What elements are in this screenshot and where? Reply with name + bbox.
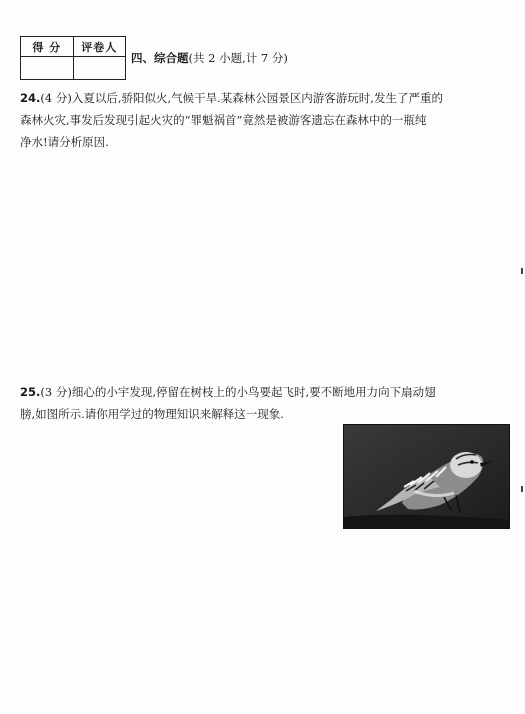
score-table-body: [21, 57, 125, 79]
question-text: (3 分)细心的小宇发现,停留在树枝上的小鸟要起飞时,要不断地用力向下扇动翅: [40, 385, 436, 399]
bird-photo-icon: [344, 425, 509, 528]
question-text: (4 分)入夏以后,骄阳似火,气候干旱.某森林公园景区内游客游玩时,发生了严重的: [40, 91, 443, 105]
question-number: 25.: [20, 385, 41, 399]
score-table-header: [21, 37, 125, 57]
question-text: 森林火灾,事发后发现引起火灾的“罪魁祸首”竟然是被游客遗忘在森林中的一瓶纯: [20, 113, 427, 127]
question-line: [20, 131, 510, 153]
section-title: [131, 50, 288, 66]
scan-edge-mark: [521, 486, 523, 492]
question-line: [20, 381, 510, 403]
grader-column-label: 评卷人: [73, 37, 126, 56]
score-column-label: 得 分: [32, 40, 62, 54]
question-line: [20, 87, 510, 109]
score-blank-cell[interactable]: [21, 57, 73, 79]
question-25: [20, 381, 510, 425]
question-24: [20, 87, 510, 153]
scan-edge-mark: [521, 268, 523, 274]
question-number: 24.: [20, 91, 41, 105]
bird-photo-figure: [343, 424, 510, 529]
section-title-text: 四、综合题: [131, 51, 189, 65]
question-text: 净水!请分析原因.: [20, 135, 109, 149]
question-line: [20, 109, 510, 131]
score-table: [20, 36, 126, 80]
question-text: 膀,如图所示.请你用学过的物理知识来解释这一现象.: [20, 407, 284, 421]
question-line: [20, 403, 510, 425]
grader-blank-cell[interactable]: [73, 57, 126, 79]
section-note: (共 2 小题,计 7 分): [188, 51, 288, 65]
